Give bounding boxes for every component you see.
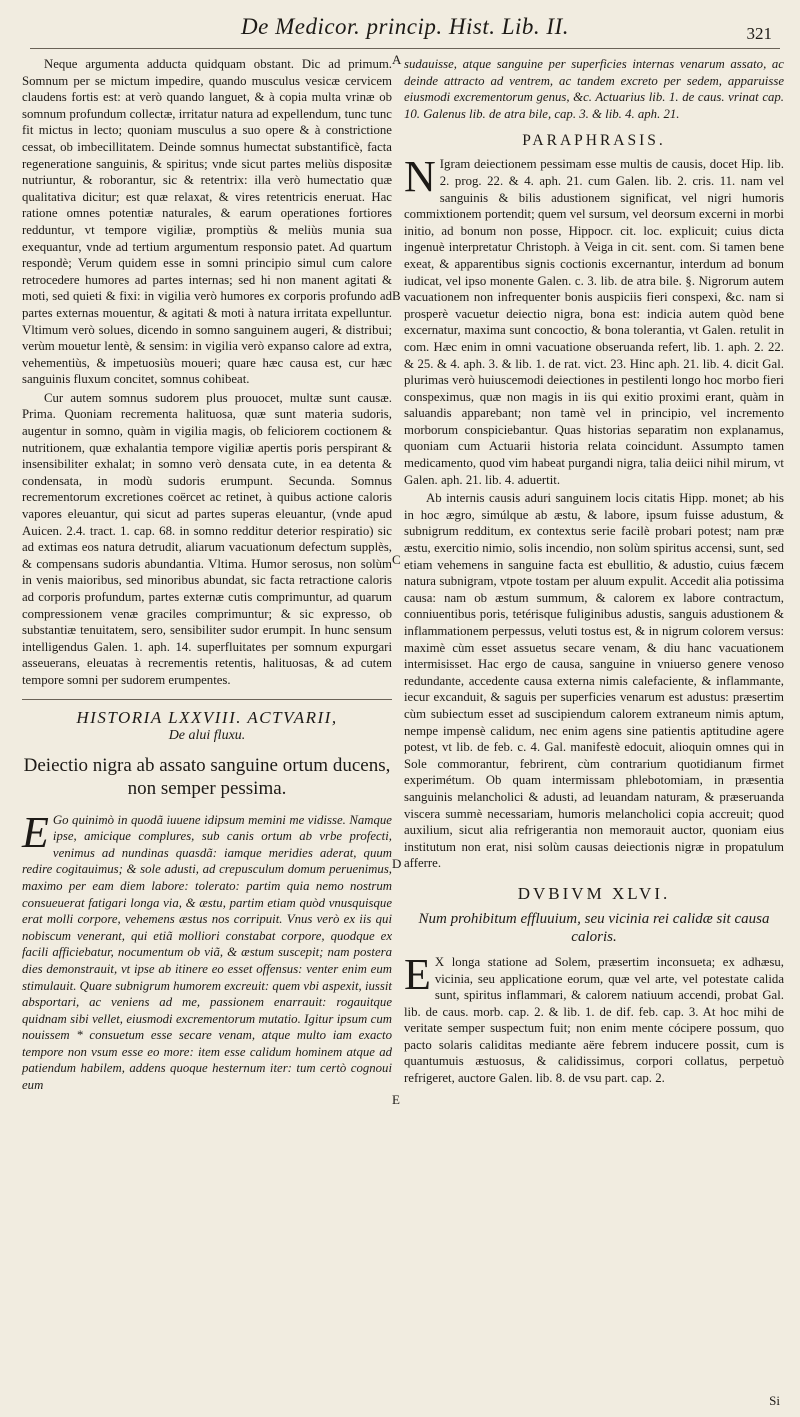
historia-subtitle: De alui fluxu. xyxy=(168,727,246,743)
margin-letter-b: B xyxy=(392,288,401,303)
paraphrasis-text-body: Igram deiectionem pessimam esse multis de causis, docet Hip. lib. 2. prog. 22. & 4. aph. 21. cum Galen. lib. 2. cris. 11. nam vel sanguinis & bilis adustionem significat, vel nigri humoris commixtionem portendit; quem vel sursum, vel deorsum excerni in morbi initio, ad bonum non posse, Hippocr. cit. loc. explicuit; cuius dicta ingenuè interpretatur Christoph. à Veiga in cit. sent. com. Si tamen bene exeat, & apparentibus signis coctionis excernantur, interdum ad bonum iudicat, vel ipso monente Galen. c. 3. lib. de atra bile. §. Nigrorum autem vacuationem non infrequenter bonis auspiciis fieri conspexi, &c. nam si prosperè vacuetur deiectio nigra, bona est: indicia autem quòd bene excernatur, maxima sunt concoctio, & bona tolerantia, vt Galen. retulit in com. Hæc enim in omni vacuatione obseruanda refert, lib. 1. aph. 2. 22. & 25. & 4. aph. 3. & lib. 1. de rat. vict. 23. Hinc aph. 21. lib. 4. dicit Gal. plurimas verò huiuscemodi deiectiones in pestilenti longo hoc morbo fieri conspeximus, quæ non magis in iis qui exitio proximi erant, quàm in saluandis apparebant; non tamè vel in principio, vel incremento morborum conspiciebantur. Quas historias separatim non explanamus, quoniam cum Actuarii historia relata coincidunt. Assumpto tamen medicamento, quod vim habeat purgandi nigra, talia deiici nihil mirum, vt Galen. aph. 21. lib. 4. aduertit. xyxy=(404,157,784,487)
left-paragraph-1: Neque argumenta adducta quidquam obstant. Dic ad primum. Somnum per se mictum impedire, quando musculus vesicæ cervicem claudens fortis est: at verò quando languet, & à copia multa vrinæ ob somnum profundum collectæ, irritatur natura ad expellendum, tunc tunc fit mictus in lecto; quoniam musculus a suo opere & à constrictione cessat, ob imbecillitatem. Deinde somnus humectat substantificè, facta regeneratione sanguinis, & spiritus; vnde sicut partes meliùs dispositæ nutriuntur, & roborantur, sic & retentrix: illa verò humectatio quæ qualitativa dicitur; est quæ relaxat, & vires retentricis eneruat. Hac ratione omnes potentiæ naturales, & earum operationes fortiores redduntur, vt tempore vigiliæ, promptiùs & meliùs munia sua exequantur, vnde ad tertium argumentum responsio patet. Ad quartum respondè; Verum quidem esse in somni principio simul cum calore retrocedere humores ad partes internas; sed hi non manent agitati & moti, sed quieti & fixi: in vigilia verò humores ex corporis profundo ad partes externas mouentur, & agitati & moti à natura irritata expelluntur. Vltimum verò solues, dicendo in somno sanguinem augeri, & distribui; verùm mouetur lentè, & sensim: in vigilia verò expanso calore ad extra, vehementiùs, & impetuosiùs moueri; quare hæc causa est, cur hæc sanguinis fluxum concitet, somnus cohibeat. xyxy=(22,57,392,387)
paraphrasis-heading: PARAPHRASIS. xyxy=(522,132,666,150)
left-paragraph-2: Cur autem somnus sudorem plus prouocet, multæ sunt causæ. Prima. Quoniam recrementa halituosa, quæ sunt materia sudoris, augentur in somno, quàm in vigilia magis, ob feliciorem coctionem & nutritionem, quæ exhalantia tempore vigiliæ apertis poris perspirant & insensibiliter exhalat; in somno verò densata cute, in ea detenta & condensata, in modù sudoris erumpunt. Secunda. Somnus recrementorum excretiones coërcet ac retinet, à quibus actione caloris vapores eleuantur, qui sicut ad partes superas eleuantur, (vnde apud Auicen. 2.4. tract. 1. cap. 68. in somno redditur deterior respiratio) sic ad extimas eos natura detrudit, aliarum vacuationum defectum supplès, & compensans sudoris abundantia. Vltima. Humor serosus, non solùm in venis maioribus, sed minoribus abundat, sic facta retractione caloris ad corporis profundum, partes externæ cutis comprimuntur, ad quarum compressionem venæ graciles comprimuntur; & sic expresso, ob substantiæ tenuitatem, sero, sensibiliter sudor erumpit. In hunc sensum intelligendus Galen. 1. aph. 14. superfluitates per somnum expurgari asseuerans, eleuatas à recrementis retentis, halituosas, & ad cutem tempore somni per sudorem erumpentes. xyxy=(22,390,392,687)
drop-cap: N xyxy=(404,152,436,202)
margin-letter-e: E xyxy=(392,1092,400,1107)
page-number: 321 xyxy=(746,24,772,43)
drop-cap: E xyxy=(22,807,49,857)
dubium-subtitle: Num prohibitum effluuium, seu vicinia rei calidæ sit causa caloris. xyxy=(418,910,770,945)
drop-cap: E xyxy=(404,949,431,999)
running-title: De Medicor. princip. Hist. Lib. II. xyxy=(241,14,569,39)
dubium-text-body: X longa statione ad Solem, præsertim inconsueta; ex adhæsu, vicinia, seu applicatione eorum, quæ vel arte, vel potestate calida sunt, spiritus inflammari, & calorem natiuum accendi, probat Gal. lib. de caus. morb. cap. 2. & lib. 1. de dif. feb. cap. 3. At hoc mihi de veritate semper suspectum fuit; non enim mente cócipere possum, quo pacto solaris caliditas mediante aëre febrem inducere possit, cum is quantumuis æstuosus, & calidissimus, corpori collatus, perpetuò refrigeret, auctore Galen. lib. 8. de vsu part. cap. 2. xyxy=(404,954,784,1086)
historia-heading: Deiectio nigra ab assato sanguine ortum ducens, non semper pessima. xyxy=(23,754,391,799)
right-column xyxy=(404,56,784,1087)
historia-title: HISTORIA LXXVIII. ACTVARII, xyxy=(76,707,338,727)
left-column xyxy=(22,56,392,1094)
margin-letter-a: A xyxy=(392,52,402,67)
margin-letter-d: D xyxy=(392,856,402,871)
dubium-text xyxy=(404,949,784,1087)
historia-text-body: Go quinimò in quodã iuuene idipsum memini me vidisse. Namque ipse, amicique complures, sub canis ortum ab vrbe profecti, venimus ad nundinas quasdã: iamque meridies aderat, quum redire cogitauimus; & sole adusti, ad crepusculum domum peruenimus, maximo per eam diem labore: tolerato: partim quia nemo nostrum consueuerat fatigari longa via, & æstu, partim etiam quòd vnusquisque erat molli corpore, vehemens æstus nos corripuit. Vnus verò ex iis qui nobiscum venerant, qui etiã molliori constabat corpore, quodque ex facili afficiebatur, nocumentum ob viã, & æstum suscepit; nam postera dies demonstrauit, vt ipse ab itinere eo esset offensus: venter enim eum stimulauit. Quare subnigrum humorem excreuit: quem vbi aspexit, iussit absportari, ac veniens ad me, passionem enarrauit: rogauitque quidnam sibi vellet, eiusmodi excrementorum mutatio. Igitur ipsum cum nouissem * consuetum esse secare venam, atque multo iam exacto tempore non vsum esse eo more: item esse calidum hominem atque ad patiendum habilem, addens quoque hesternum iter: tum certò cognoui eum xyxy=(22,812,392,1093)
running-head xyxy=(30,14,780,49)
dubium-heading: DVBIVM XLVI. xyxy=(517,883,671,903)
catchword: Si xyxy=(769,1393,780,1408)
margin-letter-c: C xyxy=(392,552,401,567)
right-paragraph-2: Ab internis causis aduri sanguinem locis citatis Hipp. monet; ab his in hoc ægro, simúlque ab æstu, & labore, ipsum fuisse adustum, & subnigrum redditum, ex contextus serie facilè probari potest; nam præ æstu, exercitio nimio, solis incendio, non solùm spiritus accensi, sunt, sed etiam vehemens in sanguine facta est ebullitio, & adustio, cuius fæcem natura subnigram, vtpote tostam per aluum expulit. Accedit alia potissima causa: nam ob æstum summum, & calorem ex labore contractum, conniuentibus poris, tetérisque fuliginibus adustis, sanguis adustionem & inflammationem perpessus, veluti tostus est, & in nigrum colorem versus: maximè cùm esset assuetus secare venam, & diu hanc vacuationem intermisisset. Hac ergo de causa, sanguine in vniuerso genere venoso redundante, accedente causa externa nimis calefaciente, & inflammante, iecur excanduit, & saguis per superficies venarum est adustus: præsertim cùm subiectum esset ad suscipiendum calorem extraneum nimis aptum, nempe impensè calidum, nec enim agens sine patientis aptitudine agere potest, vt lib. de feb. c. 4. Gal. manifestè edocuit, alioquin omnes qui in Sole commorantur, febrirent, cùm contrarium quotidianum firmet experimétum. Ob quam intermissam phlebotomiam, in præsentia sanguinis melancholici & adusti, ad leuandam naturam, & præseruanda viscera summè necessariam, humoris melancholici copia accreuit; quod auxilium, sicut alia refrigerantia non memorauit auctor, quoniam eius institutum non erat, nisi solùm causas deiectionis nigræ in propatulum afferre. xyxy=(404,491,784,871)
right-paragraph-continued: sudauisse, atque sanguine per superficies internas venarum assato, ac deinde attracto ad ventrem, ac tandem excreto per sedem, apparuisse eiusmodi excrementorum genus, &c. Actuarius lib. 1. de caus. vrinat cap. 10. Galenus lib. de atra bile, cap. 3. & lib. 4. aph. 21. xyxy=(404,57,784,121)
paraphrasis-text xyxy=(404,152,784,488)
section-rule xyxy=(22,699,392,700)
historia-text xyxy=(22,807,392,1094)
